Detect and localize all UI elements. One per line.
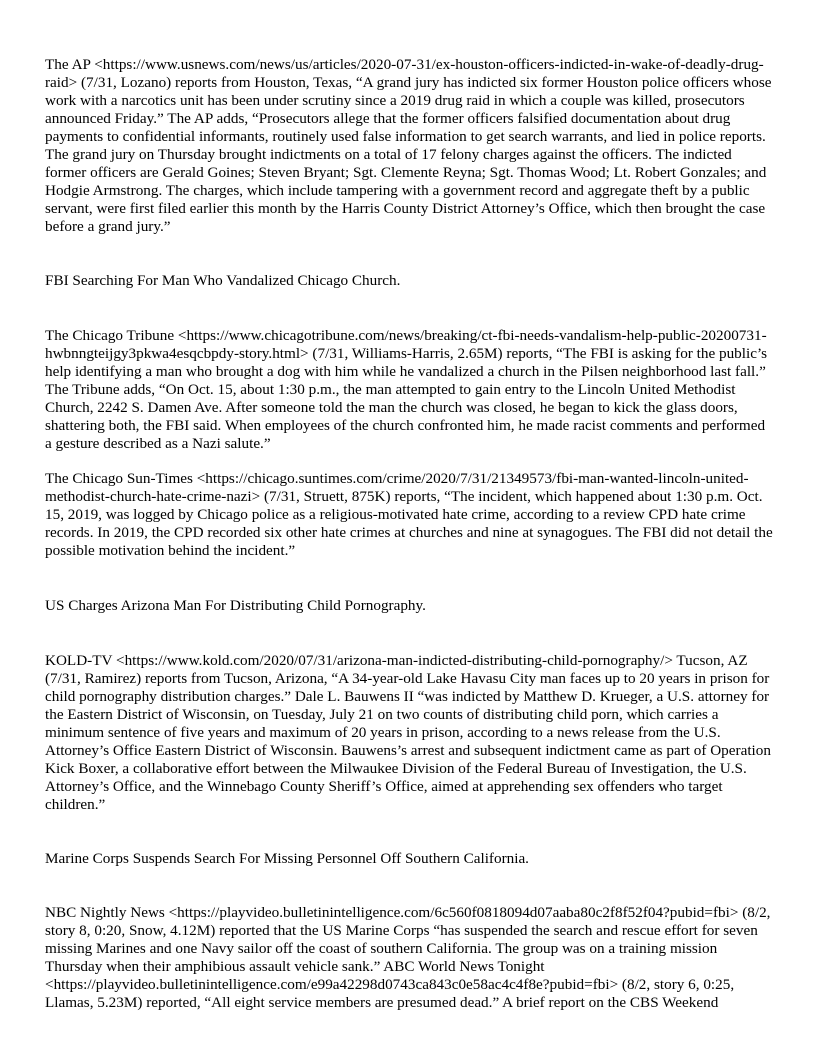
article-nbc-nightly-news: NBC Nightly News <https://playvideo.bulletinintelligence.com/6c560f0818094d07aaba80c2f8f52f04?pubid=fbi> (8/2, story 8, 0:20, Snow, 4.12M) reported that the US Marine Corps “has suspended the search and rescue effort for seven missing Marines and one Navy sailor off the coast of southern California. The group was on a training mission Thursday when their amphibious assault vehicle sank.” ABC World News Tonight <https://playvideo.bulletinintelligence.com/e99a42298d0743ca843c0e58ac4c4f8e?pubid=fbi> (8/2, story 6, 0:25, Llamas, 5.23M) reported, “All eight service members are presumed dead.” A brief report on the CBS Weekend: [45, 904, 771, 1011]
headline-marines: Marine Corps Suspends Search For Missing Personnel Off Southern California.: [45, 850, 529, 867]
article-chicago-sun-times: The Chicago Sun-Times <https://chicago.suntimes.com/crime/2020/7/31/21349573/fbi-man-wanted-lincoln-united-methodist-church-hate-crime-nazi> (7/31, Struett, 875K) reports, “The incident, which happened about 1:30 p.m. Oct. 15, 2019, was logged by Chicago police as a religious-motivated hate crime, according to a review CPD hate crime records. In 2019, the CPD recorded six other hate crimes at churches and nine at synagogues. The FBI did not detail the possible motivation behind the incident.”: [45, 470, 773, 559]
headline-fbi-church: FBI Searching For Man Who Vandalized Chicago Church.: [45, 272, 401, 289]
article-ap-houston: The AP <https://www.usnews.com/news/us/articles/2020-07-31/ex-houston-officers-indicted-in-wake-of-deadly-drug-raid> (7/31, Lozano) reports from Houston, Texas, “A grand jury has indicted six former Houston police officers whose work with a narcotics unit has been under scrutiny since a 2019 drug raid in which a couple was killed, prosecutors announced Friday.” The AP adds, “Prosecutors allege that the former officers falsified documentation about drug payments to confidential informants, routinely used false information to get search warrants, and lied in police reports. The grand jury on Thursday brought indictments on a total of 17 felony charges against the officers. The indicted former officers are Gerald Goines; Steven Bryant; Sgt. Clemente Reyna; Sgt. Thomas Wood; Lt. Robert Gonzales; and Hodgie Armstrong. The charges, which include tampering with a government record and aggregate theft by a public servant, were first filed earlier this month by the Harris County District Attorney’s Office, which then brought the case before a grand jury.”: [45, 56, 772, 235]
headline-arizona: US Charges Arizona Man For Distributing Child Pornography.: [45, 597, 426, 614]
article-chicago-tribune: The Chicago Tribune <https://www.chicagotribune.com/news/breaking/ct-fbi-needs-vandalism-help-public-20200731-hwbnngteijgy3pkwa4esqcbpdy-story.html> (7/31, Williams-Harris, 2.65M) reports, “The FBI is asking for the public’s help identifying a man who brought a dog with him while he vandalized a church in the Pilsen neighborhood last fall.” The Tribune adds, “On Oct. 15, about 1:30 p.m., the man attempted to gain entry to the Lincoln United Methodist Church, 2242 S. Damen Ave. After someone told the man the church was closed, he began to kick the glass doors, shattering both, the FBI said. When employees of the church confronted him, he made racist comments and performed a gesture described as a Nazi salute.”: [45, 327, 768, 452]
article-kold-tv: KOLD-TV <https://www.kold.com/2020/07/31/arizona-man-indicted-distributing-child-pornography/> Tucson, AZ (7/31, Ramirez) reports from Tucson, Arizona, “A 34-year-old Lake Havasu City man faces up to 20 years in prison for child pornography distribution charges.” Dale L. Bauwens II “was indicted by Matthew D. Krueger, a U.S. attorney for the Eastern District of Wisconsin, on Tuesday, July 21 on two counts of distributing child porn, which carries a minimum sentence of five years and maximum of 20 years in prison, according to a news release from the U.S. Attorney’s Office Eastern District of Wisconsin. Bauwens’s arrest and subsequent indictment came as part of Operation Kick Boxer, a collaborative effort between the Milwaukee Division of the Federal Bureau of Investigation, the U.S. Attorney’s Office, and the Winnebago County Sheriff’s Office, aimed at apprehending sex offenders who target children.”: [45, 652, 771, 813]
